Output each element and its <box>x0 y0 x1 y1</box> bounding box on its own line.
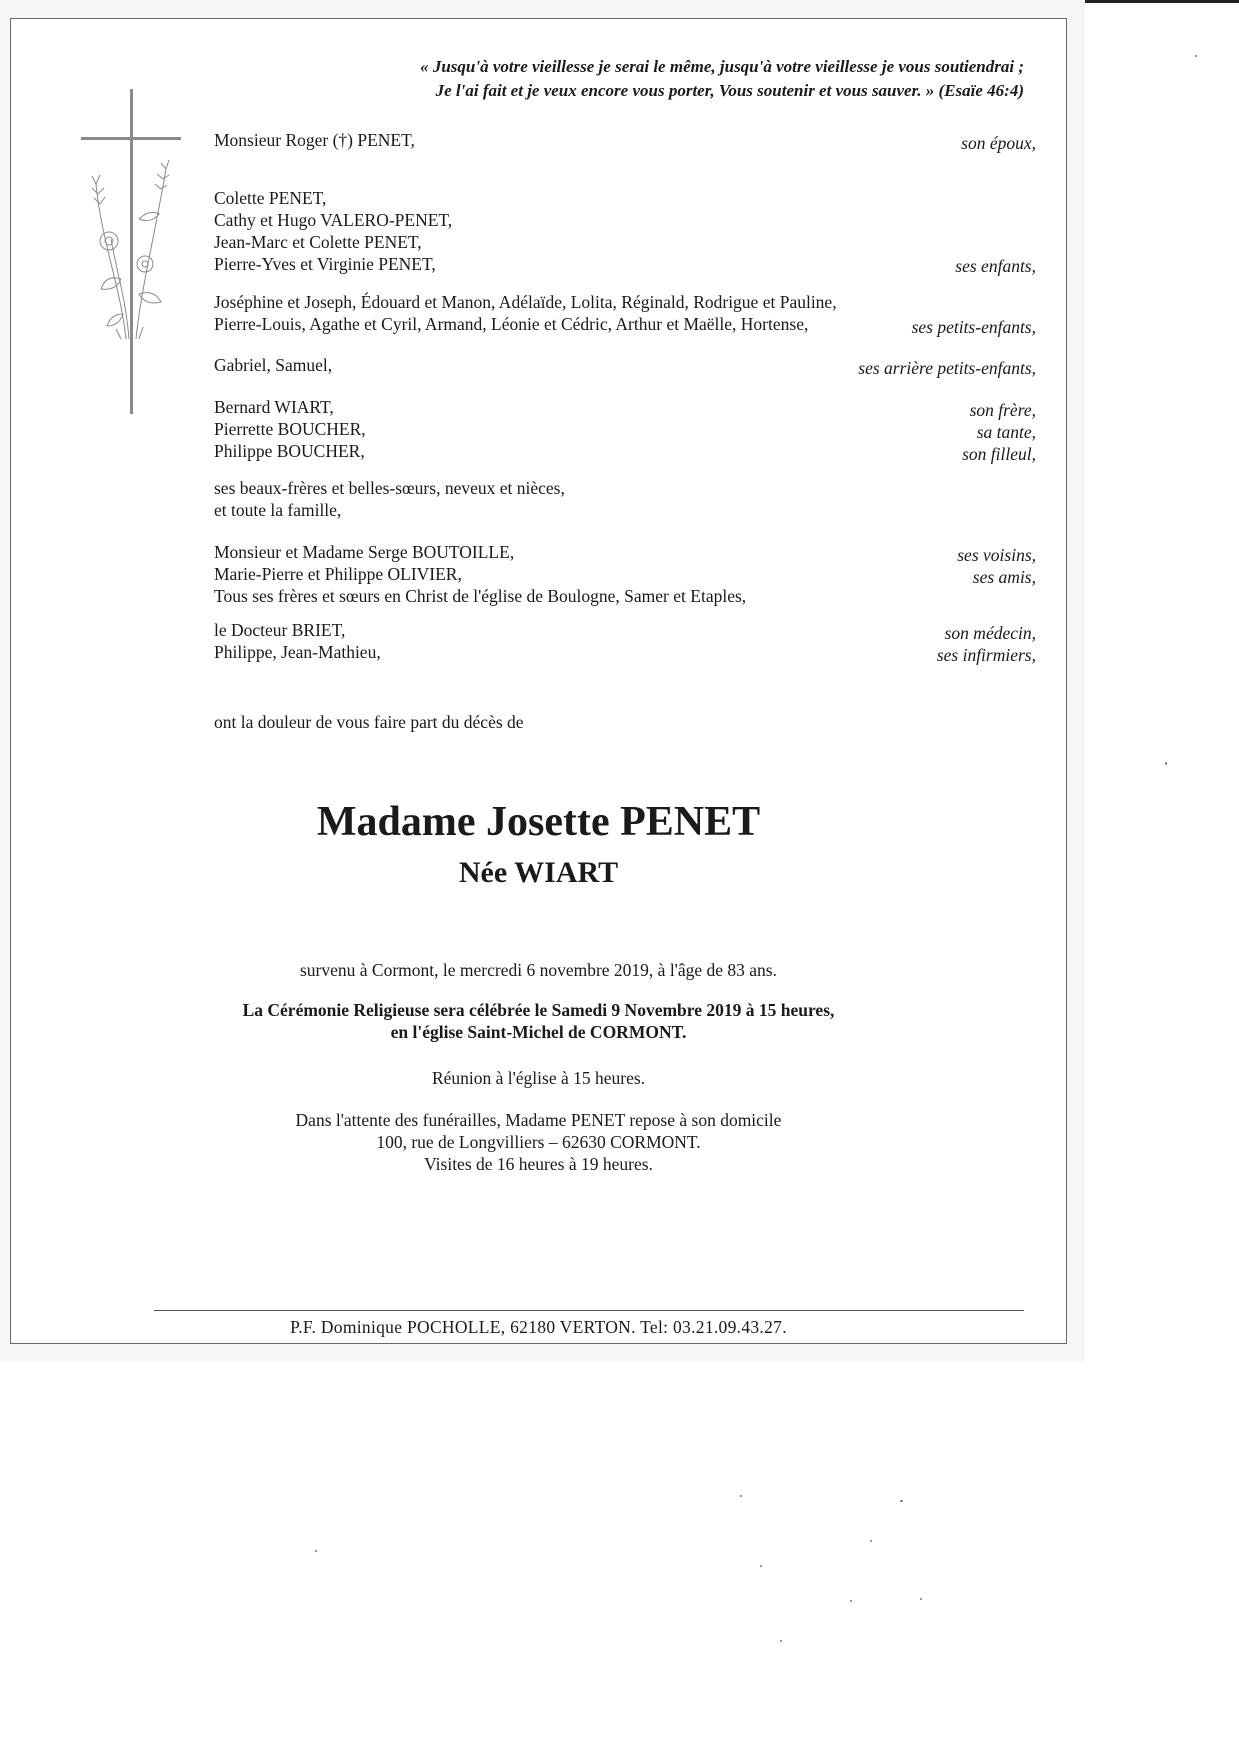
family-name: Cathy et Hugo VALERO-PENET, <box>214 210 453 230</box>
family-name: Tous ses frères et sœurs en Christ de l'église de Boulogne, Samer et Etaples, <box>214 586 747 606</box>
meeting-line: Réunion à l'église à 15 heures. <box>431 1068 646 1088</box>
announcement-text: ont la douleur de vous faire part du décès de <box>214 712 524 732</box>
family-name: Pierre-Louis, Agathe et Cyril, Armand, Léonie et Cédric, Arthur et Maëlle, Hortense, <box>214 314 809 334</box>
family-group <box>214 396 1036 462</box>
rest-line-2: 100, rue de Longvilliers – 62630 CORMONT. <box>376 1132 701 1152</box>
ceremony-details <box>11 999 1066 1043</box>
footer-divider <box>154 1310 1024 1311</box>
role-label: son médecin, <box>944 623 1036 643</box>
scan-speck <box>315 1550 317 1552</box>
family-name: Philippe, Jean-Mathieu, <box>214 642 381 662</box>
ceremony-line-1: La Cérémonie Religieuse sera célébrée le Samedi 9 Novembre 2019 à 15 heures, <box>242 1000 835 1020</box>
family-name: ses beaux-frères et belles-sœurs, neveux et nièces, <box>214 478 565 498</box>
scan-edge <box>1085 0 1239 3</box>
role-label: son filleul, <box>962 444 1036 464</box>
family-names <box>214 187 1036 275</box>
family-name: Pierre-Yves et Virginie PENET, <box>214 254 436 274</box>
family-name: et toute la famille, <box>214 500 342 520</box>
family-names <box>214 619 1036 663</box>
scan-speck <box>740 1495 742 1497</box>
card-frame <box>10 18 1067 1344</box>
rest-details <box>11 1109 1066 1175</box>
role-label: ses infirmiers, <box>936 645 1036 665</box>
role-label: ses petits-enfants, <box>911 317 1036 337</box>
family-name: Monsieur et Madame Serge BOUTOILLE, <box>214 542 515 562</box>
family-names <box>214 477 1036 521</box>
scan-speck <box>870 1540 872 1542</box>
family-name: Pierrette BOUCHER, <box>214 419 366 439</box>
family-group <box>214 129 1036 151</box>
family-names <box>214 541 1036 607</box>
scan-speck <box>780 1640 782 1642</box>
death-details <box>11 959 1066 981</box>
family-group <box>214 354 1036 376</box>
family-role <box>955 255 1036 277</box>
meeting-details <box>11 1067 1066 1089</box>
family-names <box>214 129 1036 151</box>
role-label: son frère, <box>969 400 1036 420</box>
quote-line-1: « Jusqu'à votre vieillesse je serai le même, jusqu'à votre vieillesse je vous soutiendrai ; <box>420 57 1024 76</box>
role-label: ses voisins, <box>957 545 1036 565</box>
maiden-name: Née WIART <box>458 856 619 889</box>
family-role <box>957 544 1036 588</box>
family-role <box>937 622 1036 666</box>
family-role <box>961 132 1036 154</box>
deceased-name: Madame Josette PENET <box>316 799 761 845</box>
family-role <box>858 357 1036 379</box>
scan-speck <box>1165 762 1167 765</box>
family-role <box>962 399 1036 465</box>
family-name: Joséphine et Joseph, Édouard et Manon, Adélaïde, Lolita, Réginald, Rodrigue et Pauline, <box>214 292 837 312</box>
family-name: Monsieur Roger (†) PENET, <box>214 130 415 150</box>
role-label: sa tante, <box>976 422 1036 442</box>
rest-line-3: Visites de 16 heures à 19 heures. <box>424 1154 653 1174</box>
scan-speck <box>920 1598 922 1600</box>
family-group <box>214 291 1036 335</box>
family-name: Marie-Pierre et Philippe OLIVIER, <box>214 564 462 584</box>
family-name: le Docteur BRIET, <box>214 620 346 640</box>
family-name: Philippe BOUCHER, <box>214 441 365 461</box>
family-names <box>214 396 1036 462</box>
funeral-home-footer: P.F. Dominique POCHOLLE, 62180 VERTON. Tel: 03.21.09.43.27. <box>290 1317 787 1337</box>
cross-with-flowers-icon <box>81 89 181 414</box>
family-group <box>214 619 1036 663</box>
family-name: Bernard WIART, <box>214 397 334 417</box>
death-line: survenu à Cormont, le mercredi 6 novembre 2019, à l'âge de 83 ans. <box>300 960 777 980</box>
role-label: ses enfants, <box>955 256 1036 276</box>
scan-speck <box>760 1565 762 1567</box>
family-name: Gabriel, Samuel, <box>214 355 333 375</box>
ceremony-line-2: en l'église Saint-Michel de CORMONT. <box>390 1022 687 1042</box>
role-label: ses arrière petits-enfants, <box>858 358 1036 378</box>
scan-speck <box>1195 55 1197 57</box>
family-name: Jean-Marc et Colette PENET, <box>214 232 422 252</box>
family-name: Colette PENET, <box>214 188 327 208</box>
scan-speck <box>900 1500 903 1502</box>
family-group <box>214 541 1036 607</box>
bible-quote <box>124 55 1024 103</box>
family-group <box>214 187 1036 275</box>
scan-speck <box>850 1600 852 1602</box>
family-group <box>214 477 1036 521</box>
quote-line-2: Je l'ai fait et je veux encore vous porter, Vous soutenir et vous sauver. » (Esaïe 46:4) <box>435 81 1024 100</box>
role-label: ses amis, <box>972 567 1036 587</box>
family-role <box>912 316 1036 338</box>
role-label: son époux, <box>961 133 1036 153</box>
rest-line-1: Dans l'attente des funérailles, Madame PENET repose à son domicile <box>295 1110 782 1130</box>
